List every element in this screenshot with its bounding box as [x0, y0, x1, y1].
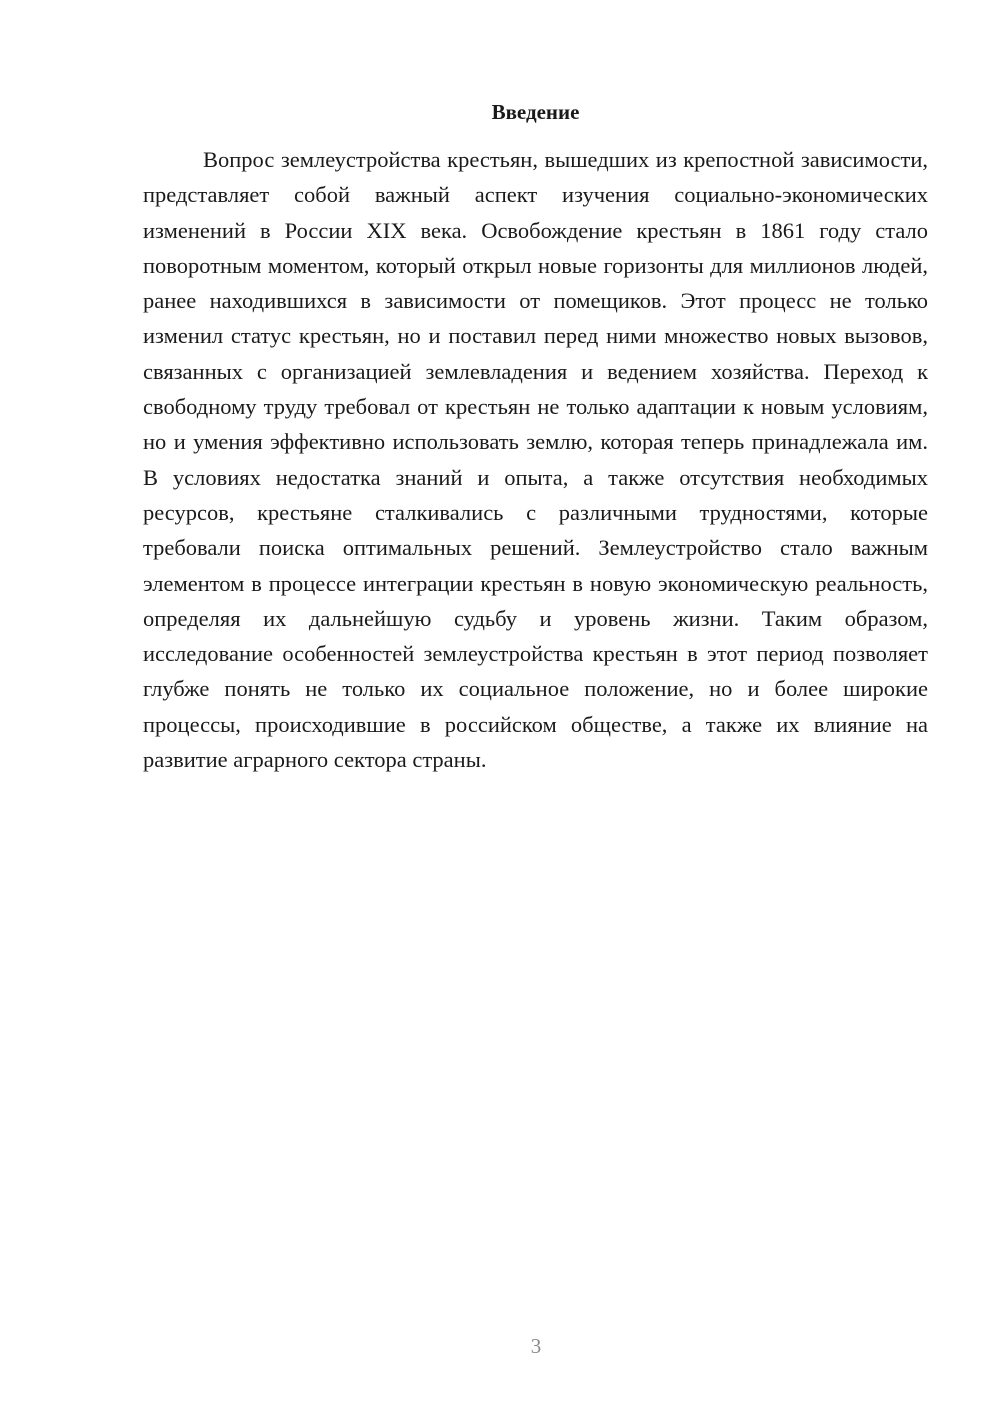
section-heading: Введение [491, 100, 580, 124]
body-paragraph: Вопрос землеустройства крестьян, вышедших из крепостной зависимости, представляет собой важный аспект изучения социально-экономических изменений в России XIX века. Освобождение крестьян в 1861 году стало поворотным моментом, который открыл новые горизонты для миллионов людей, ранее находившихся в зависимости от помещиков. Этот процесс не только изменил статус крестьян, но и поставил перед ними множество новых вызовов, связанных с организацией землевладения и ведением хозяйства. Переход к свободному труду требовал от крестьян не только адаптации к новым условиям, но и умения эффективно использовать землю, которая теперь принадлежала им. В условиях недостатка знаний и опыта, а также отсутствия необходимых ресурсов, крестьяне сталкивались с различными трудностями, которые требовали поиска оптимальных решений. Землеустройство стало важным элементом в процессе интеграции крестьян в новую экономическую реальность, определяя их дальнейшую судьбу и уровень жизни. Таким образом, исследование особенностей землеустройства крестьян в этот период позволяет глубже понять не только их социальное положение, но и более широкие процессы, происходившие в российском обществе, а также их влияние на развитие аграрного сектора страны. [143, 147, 928, 773]
page-number: 3 [530, 1334, 542, 1358]
